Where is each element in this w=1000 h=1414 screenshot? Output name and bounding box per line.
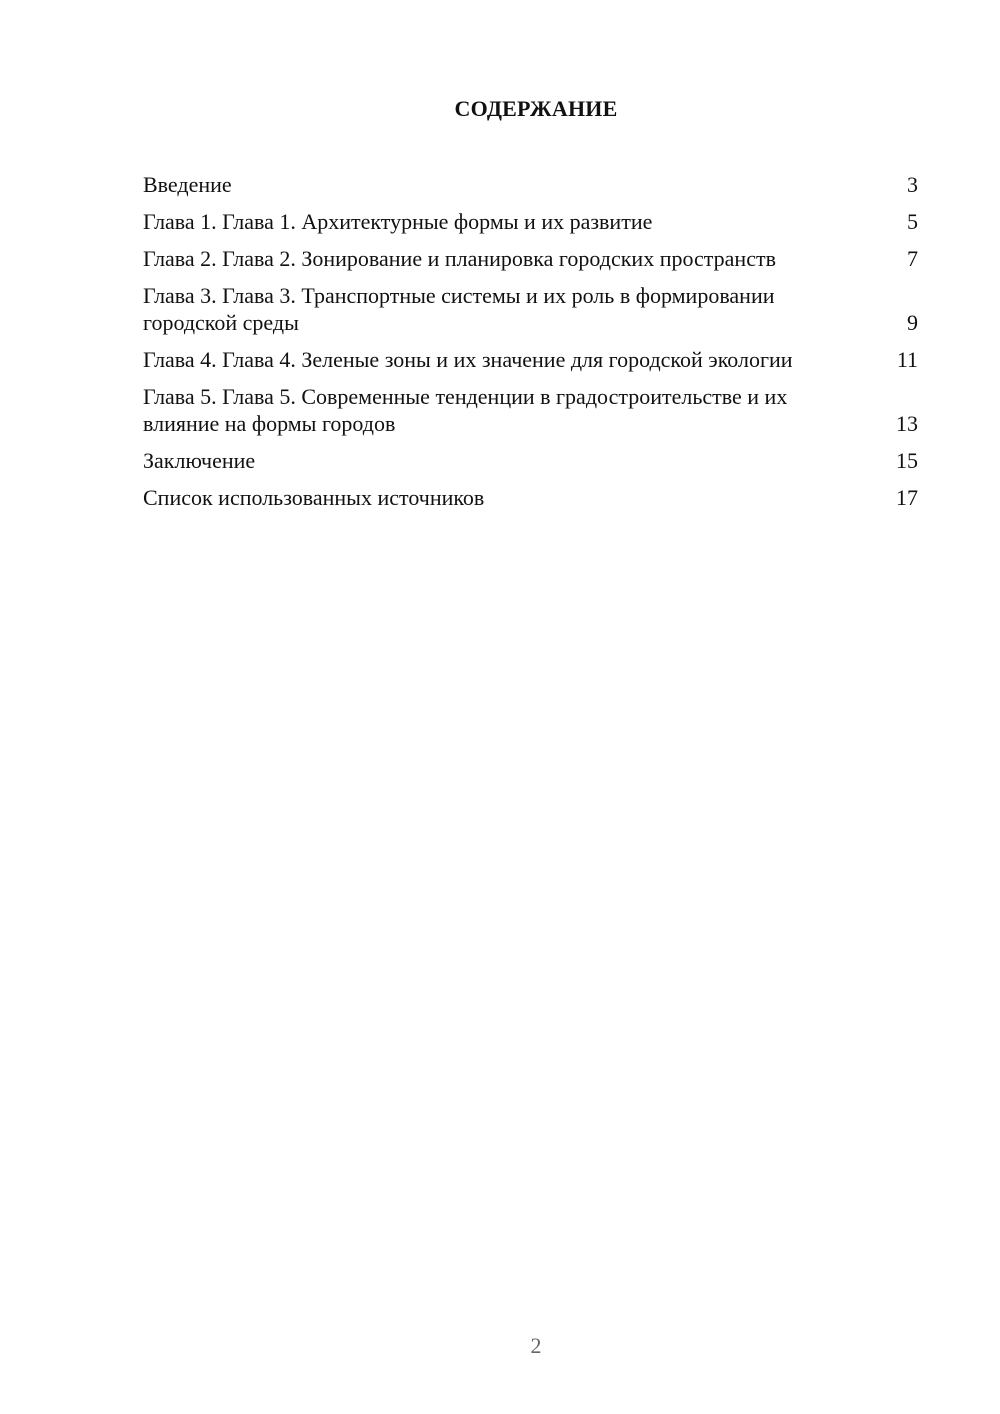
table-of-contents <box>143 171 918 521</box>
toc-entry-text: Глава 3. Глава 3. Транспортные системы и их роль в формировании городской среды <box>143 283 775 335</box>
toc-entry-page: 15 <box>896 448 918 473</box>
toc-entry-text: Заключение <box>143 448 256 473</box>
page-title: СОДЕРЖАНИЕ <box>454 96 618 121</box>
toc-entry-text: Глава 1. Глава 1. Архитектурные формы и их развитие <box>143 209 653 234</box>
toc-entry-chapter-4 <box>143 346 918 373</box>
toc-entry-page: 9 <box>907 310 918 335</box>
toc-entry-page: 11 <box>896 347 918 372</box>
toc-entry-conclusion <box>143 447 918 474</box>
toc-entry-text: Глава 4. Глава 4. Зеленые зоны и их значение для городской экологии <box>143 347 793 372</box>
toc-entry-page: 7 <box>907 246 918 271</box>
toc-entry-text: Глава 5. Глава 5. Современные тенденции в градостроительстве и их влияние на формы городов <box>143 384 788 436</box>
toc-entry-text: Список использованных источников <box>143 485 485 510</box>
toc-entry-page: 17 <box>896 485 918 510</box>
toc-entry-introduction <box>143 171 918 198</box>
toc-entry-text: Глава 2. Глава 2. Зонирование и планировка городских пространств <box>143 246 776 271</box>
toc-entry-text: Введение <box>143 172 232 197</box>
toc-entry-page: 5 <box>907 209 918 234</box>
toc-entry-chapter-5 <box>143 383 918 437</box>
page-number: 2 <box>530 1333 542 1358</box>
toc-entry-chapter-3 <box>143 282 918 336</box>
toc-entry-page: 3 <box>907 172 918 197</box>
toc-entry-chapter-2 <box>143 245 918 272</box>
toc-entry-chapter-1 <box>143 208 918 235</box>
toc-entry-page: 13 <box>896 411 918 436</box>
toc-entry-references <box>143 484 918 511</box>
